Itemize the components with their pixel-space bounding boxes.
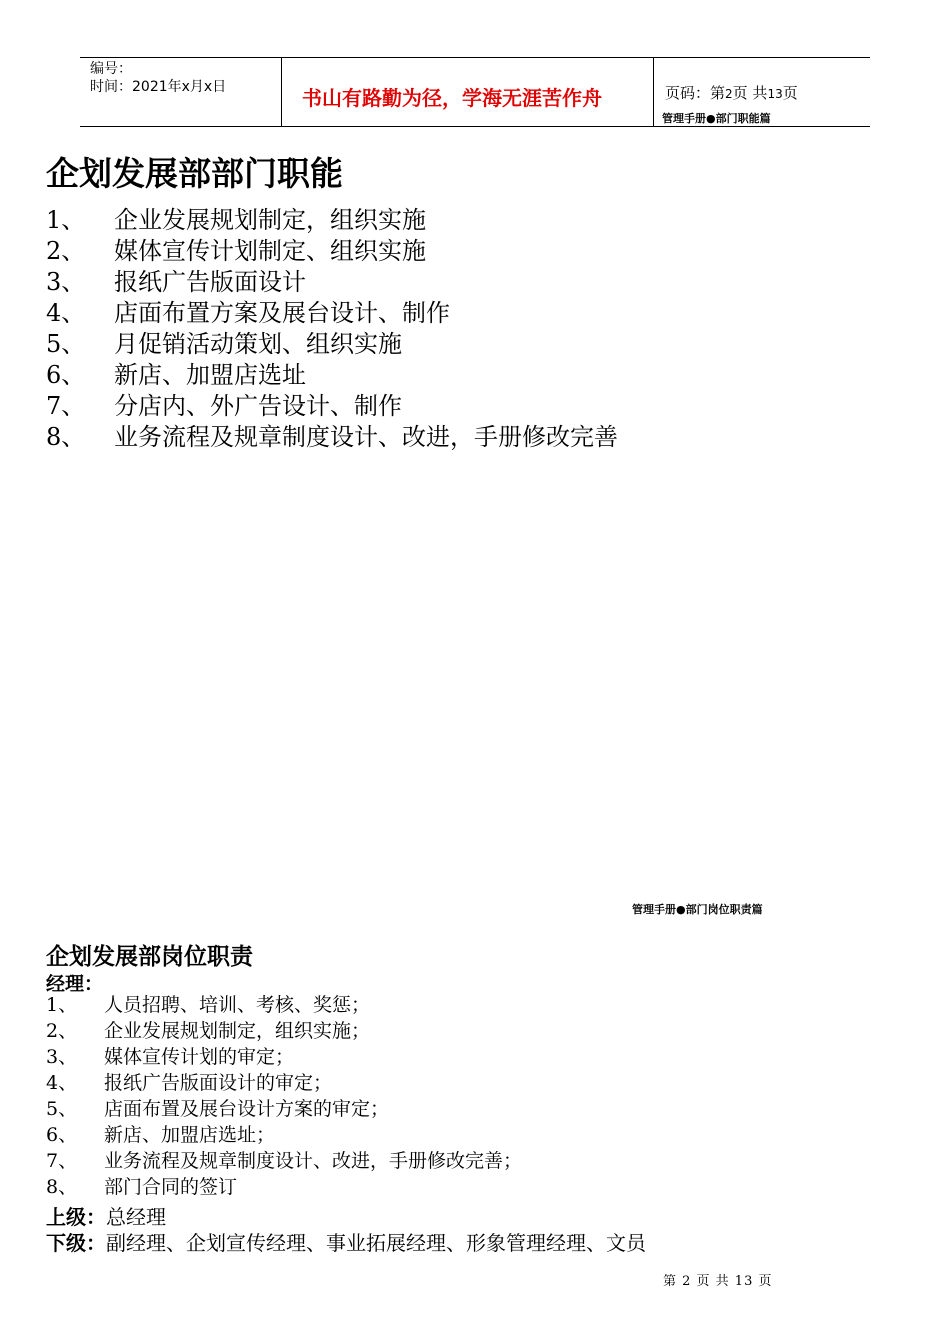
- header-page-indicator: [665, 82, 798, 103]
- functions-title: 企划发展部部门职能: [46, 154, 343, 193]
- list-item: 7、 业务流程及规章制度设计、改进，手册修改完善；: [46, 1150, 523, 1172]
- list-item: 2、 媒体宣传计划制定、组织实施: [46, 237, 426, 265]
- list-item: 3、 报纸广告版面设计: [46, 268, 306, 296]
- page-number: 2: [725, 87, 733, 101]
- superior-value: 总经理: [106, 1205, 166, 1229]
- motto: 书山有路勤为径，学海无涯苦作舟: [302, 86, 602, 110]
- subordinate-value: 副经理、企划宣传经理、事业拓展经理、形象管理经理、文员: [106, 1231, 646, 1255]
- list-item: 8、 业务流程及规章制度设计、改进，手册修改完善: [46, 423, 618, 451]
- list-item: 2、 企业发展规划制定，组织实施；: [46, 1020, 371, 1042]
- page-suffix: 页: [782, 84, 798, 102]
- page-footer: 第 2 页 共 13 页: [663, 1274, 773, 1289]
- list-item: 6、 新店、加盟店选址: [46, 361, 306, 389]
- page-total: 13: [767, 87, 783, 101]
- list-item: 1、 企业发展规划制定，组织实施: [46, 206, 426, 234]
- subordinate-label: 下级：: [46, 1231, 106, 1255]
- manual-tag-functions: 管理手册●部门职能篇: [662, 112, 771, 125]
- page-mid: 页 共: [732, 84, 768, 102]
- role-heading: 经理：: [46, 973, 104, 995]
- list-item: 5、 月促销活动策划、组织实施: [46, 330, 402, 358]
- superior-label: 上级：: [46, 1205, 106, 1229]
- functions-list: [46, 205, 618, 453]
- list-item: 1、 人员招聘、培训、考核、奖惩；: [46, 994, 371, 1016]
- subordinate-line: [46, 1227, 646, 1256]
- superior-line: [46, 1201, 166, 1230]
- list-item: 7、 分店内、外广告设计、制作: [46, 392, 402, 420]
- duties-title: 企划发展部岗位职责: [46, 944, 253, 970]
- list-item: 3、 媒体宣传计划的审定；: [46, 1046, 295, 1068]
- manual-tag-duties: 管理手册●部门岗位职责篇: [632, 903, 763, 916]
- header-info-cell: [80, 58, 280, 126]
- serial-label: 编号：: [90, 61, 132, 77]
- header-table: [80, 57, 870, 127]
- list-item: 5、 店面布置及展台设计方案的审定；: [46, 1098, 390, 1120]
- header-motto-cell: [281, 58, 654, 126]
- list-item: 4、 店面布置方案及展台设计、制作: [46, 299, 450, 327]
- time-label: 时间：2021年x月x日: [90, 79, 227, 95]
- page-prefix: 页码：第: [665, 84, 726, 102]
- list-item: 4、 报纸广告版面设计的审定；: [46, 1072, 333, 1094]
- list-item: 6、 新店、加盟店选址；: [46, 1124, 276, 1146]
- duties-list: [46, 992, 522, 1200]
- list-item: 8、 部门合同的签订: [46, 1176, 238, 1198]
